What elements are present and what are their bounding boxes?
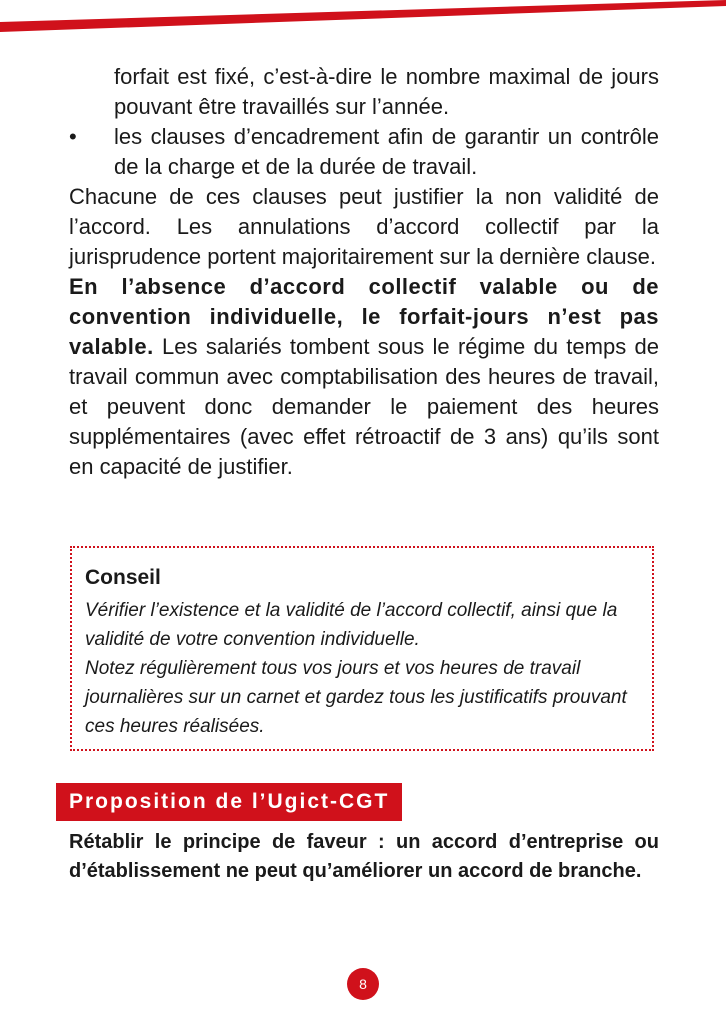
continued-line: forfait est fixé, c’est-à-dire le nombre maximal de jours pouvant être travaillés sur l’année. bbox=[114, 64, 659, 119]
paragraph-absence bbox=[69, 272, 659, 482]
advice-title: Conseil bbox=[85, 566, 161, 589]
advice-text bbox=[85, 596, 647, 741]
page-number-badge: 8 bbox=[347, 968, 379, 1000]
advice-text-2: Notez régulièrement tous vos jours et vos heures de travail journalières sur un carnet et gardez tous les justificatifs prouvant ces heures réalisées. bbox=[85, 658, 627, 737]
proposition-text: Rétablir le principe de faveur : un accord d’entreprise ou d’établissement ne peut qu’améliorer un accord de branche. bbox=[69, 831, 659, 882]
paragraph-bold-lead: En l’absence d’accord collectif valable ou de convention individuelle, le forfait-jours n’est pas valable. bbox=[69, 274, 659, 359]
advice-text-1: Vérifier l’existence et la validité de l’accord collectif, ainsi que la validité de votre convention individuelle. bbox=[85, 600, 618, 650]
main-text bbox=[69, 62, 659, 482]
paragraph-rest: Les salariés tombent sous le régime du temps de travail commun avec comptabilisation des heures de travail, et peuvent donc demander le paiement des heures supplémentaires (avec effet rétroactif de 3 ans) qu’ils sont en capacité de justifier. bbox=[69, 334, 659, 479]
proposition-heading: Proposition de l’Ugict-CGT bbox=[56, 783, 402, 821]
list-item-text: les clauses d’encadrement afin de garantir un contrôle de la charge et de la durée de travail. bbox=[114, 124, 659, 179]
top-red-band bbox=[0, 0, 726, 32]
bullet-icon: • bbox=[69, 124, 77, 149]
list-item bbox=[69, 122, 659, 182]
advice-box bbox=[70, 546, 654, 751]
paragraph-validity: Chacune de ces clauses peut justifier la non validité de l’accord. Les annulations d’accord collectif par la jurisprudence portent majoritairement sur la dernière clause. bbox=[69, 184, 659, 269]
